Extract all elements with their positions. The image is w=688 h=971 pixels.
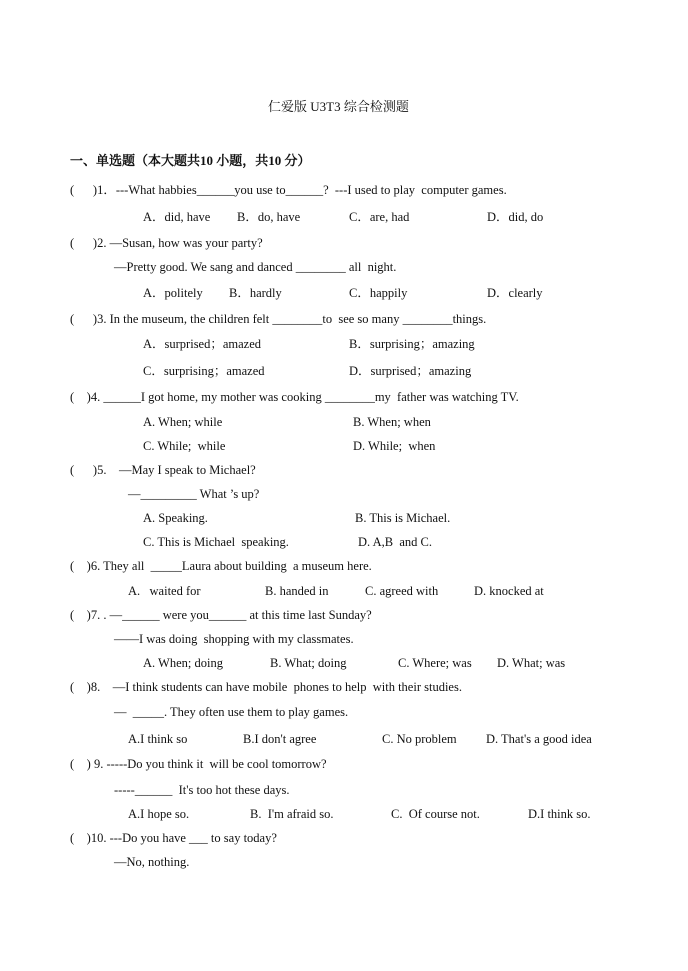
question-1-option-d: D．did, do	[487, 210, 544, 224]
question-3-option-d: D．surprised；amazing	[349, 364, 472, 378]
question-3-option-c: C．surprising；amazed	[143, 364, 265, 378]
question-8-option-d: D. That's a good idea	[486, 732, 592, 746]
question-6-option-d: D. knocked at	[474, 584, 544, 598]
question-6-stem: ( )6. They all _____Laura about building a museum here.	[70, 559, 372, 573]
question-9-option-c: C. Of course not.	[391, 807, 480, 821]
question-2-option-d: D．clearly	[487, 286, 543, 300]
question-8-stem: ( )8. —I think students can have mobile phones to help with their studies.	[70, 680, 462, 694]
question-2-option-a: A．politely	[143, 286, 203, 300]
question-1-option-a: A．did, have	[143, 210, 211, 224]
question-3-stem: ( )3. In the museum, the children felt ________to see so many ________things.	[70, 312, 487, 326]
question-9-stem: ( ) 9. -----Do you think it will be cool tomorrow?	[70, 757, 327, 771]
question-10-stem: ( )10. ---Do you have ___ to say today?	[70, 831, 277, 845]
question-4-option-d: D. While; when	[353, 439, 436, 453]
question-1-option-c: C．are, had	[349, 210, 410, 224]
question-4-option-b: B. When; when	[353, 415, 431, 429]
question-8-option-a: A.I think so	[128, 732, 188, 746]
question-4-stem: ( )4. ______I got home, my mother was cooking ________my father was watching TV.	[70, 390, 519, 404]
question-7-option-a: A. When; doing	[143, 656, 223, 670]
question-10-stem-reply: —No, nothing.	[114, 855, 190, 869]
question-3-option-b: B．surprising；amazing	[349, 337, 475, 351]
question-7-option-b: B. What; doing	[270, 656, 347, 670]
question-5-stem-reply: —_________ What ’s up?	[128, 487, 260, 501]
question-7-option-c: C. Where; was	[398, 656, 472, 670]
question-6-option-a: A. waited for	[128, 584, 201, 598]
question-2-stem-reply: —Pretty good. We sang and danced ________ all night.	[114, 260, 397, 274]
page-title: 仁爱版 U3T3 综合检测题	[268, 99, 409, 114]
question-7-stem-reply: ——I was doing shopping with my classmates.	[114, 632, 354, 646]
question-9-option-b: B. I'm afraid so.	[250, 807, 334, 821]
question-5-option-b: B. This is Michael.	[355, 511, 451, 525]
question-4-option-c: C. While; while	[143, 439, 226, 453]
question-1-stem: ( )1．---What habbies______you use to______? ---I used to play computer games.	[70, 183, 507, 197]
question-7-option-d: D. What; was	[497, 656, 566, 670]
question-3-option-a: A．surprised；amazed	[143, 337, 262, 351]
question-9-option-a: A.I hope so.	[128, 807, 190, 821]
question-7-stem: ( )7. . —______ were you______ at this time last Sunday?	[70, 608, 372, 622]
question-9-option-d: D.I think so.	[528, 807, 591, 821]
question-5-option-a: A. Speaking.	[143, 511, 208, 525]
question-2-stem: ( )2. —Susan, how was your party?	[70, 236, 263, 250]
question-2-option-c: C．happily	[349, 286, 408, 300]
question-5-option-c: C. This is Michael speaking.	[143, 535, 289, 549]
question-6-option-b: B. handed in	[265, 584, 329, 598]
question-5-stem: ( )5. —May I speak to Michael?	[70, 463, 256, 477]
question-4-option-a: A. When; while	[143, 415, 223, 429]
question-2-option-b: B．hardly	[229, 286, 282, 300]
question-8-option-b: B.I don't agree	[243, 732, 317, 746]
section-heading: 一、单选题（本大题共10 小题，共10 分）	[70, 153, 311, 168]
question-8-stem-reply: — _____. They often use them to play games.	[114, 705, 349, 719]
question-6-option-c: C. agreed with	[365, 584, 439, 598]
question-8-option-c: C. No problem	[382, 732, 457, 746]
question-5-option-d: D. A,B and C.	[358, 535, 432, 549]
question-9-stem-reply: -----______ It's too hot these days.	[114, 783, 290, 797]
question-1-option-b: B．do, have	[237, 210, 301, 224]
